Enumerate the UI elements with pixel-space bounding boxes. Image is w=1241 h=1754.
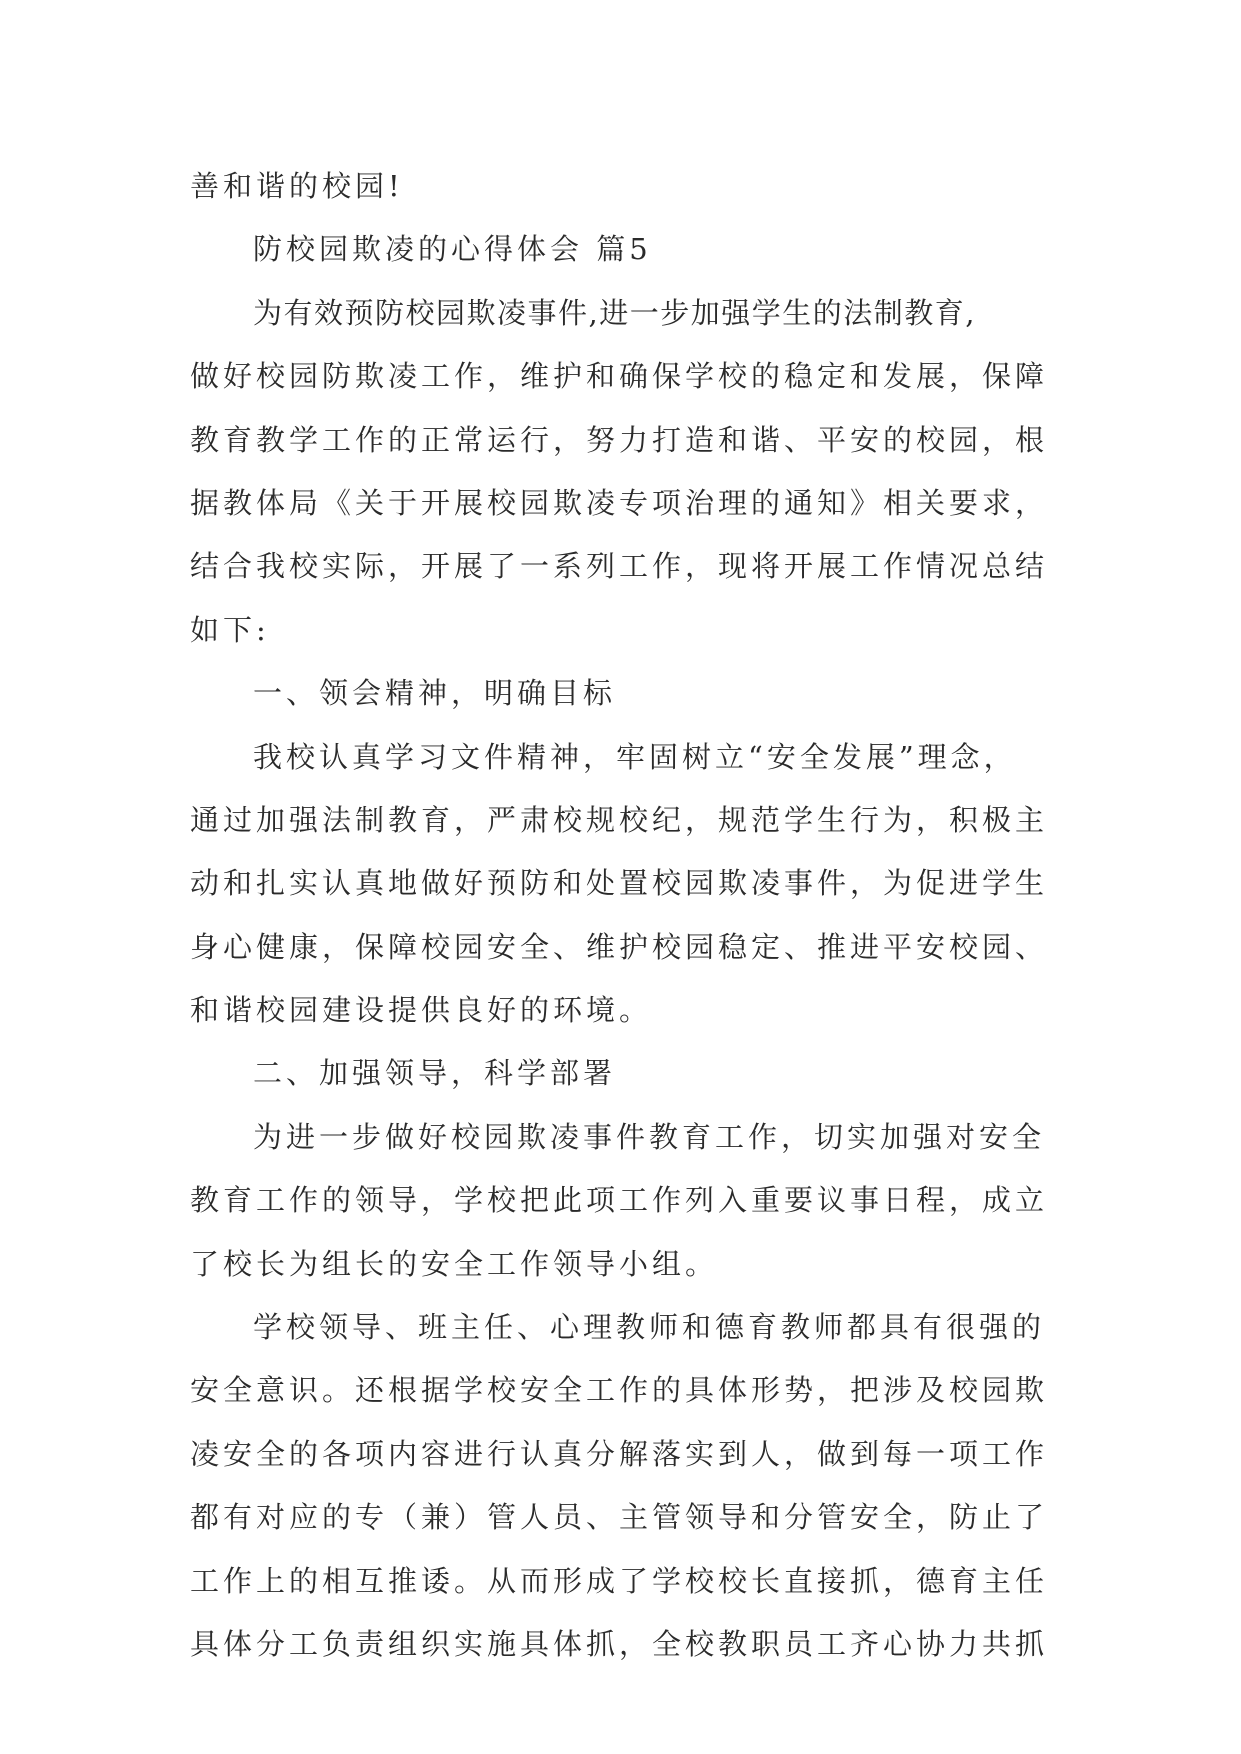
text-line: 教育教学工作的正常运行，努力打造和谐、平安的校园，根 — [190, 422, 1049, 457]
section-heading: 防校园欺凌的心得体会 篇5 — [253, 232, 652, 267]
text-line: 结合我校实际，开展了一系列工作，现将开展工作情况总结 — [190, 549, 1049, 584]
text-line: 凌安全的各项内容进行认真分解落实到人，做到每一项工作 — [190, 1436, 1049, 1471]
text-line: 如下: — [190, 612, 270, 647]
text-line: 安全意识。还根据学校安全工作的具体形势，把涉及校园欺 — [190, 1373, 1049, 1408]
text-line: 了校长为组长的安全工作领导小组。 — [190, 1246, 719, 1281]
text-line: 做好校园防欺凌工作，维护和确保学校的稳定和发展，保障 — [190, 359, 1049, 394]
text-line: 动和扎实认真地做好预防和处置校园欺凌事件，为促进学生 — [190, 866, 1049, 901]
document-body — [190, 155, 1070, 1676]
text-line: 我校认真学习文件精神，牢固树立“安全发展”理念， — [253, 739, 1017, 774]
text-line: 通过加强法制教育，严肃校规校纪，规范学生行为，积极主 — [190, 802, 1049, 837]
text-line: 都有对应的专（兼）管人员、主管领导和分管安全，防止了 — [190, 1500, 1049, 1535]
subheading: 二、加强领导，科学部署 — [253, 1056, 617, 1091]
text-line: 据教体局《关于开展校园欺凌专项治理的通知》相关要求， — [190, 485, 1049, 520]
text-line: 工作上的相互推诿。从而形成了学校校长直接抓，德育主任 — [190, 1563, 1049, 1598]
text-line: 学校领导、班主任、心理教师和德育教师都具有很强的 — [253, 1310, 1046, 1345]
text-line: 善和谐的校园! — [190, 169, 404, 203]
text-line: 为有效预防校园欺凌事件,进一步加强学生的法制教育, — [253, 295, 976, 330]
text-line: 身心健康，保障校园安全、维护校园稳定、推进平安校园、 — [190, 929, 1049, 964]
text-line: 教育工作的领导，学校把此项工作列入重要议事日程，成立 — [190, 1183, 1049, 1218]
subheading: 一、领会精神，明确目标 — [253, 676, 617, 711]
text-line: 为进一步做好校园欺凌事件教育工作，切实加强对安全 — [253, 1119, 1046, 1154]
text-line: 具体分工负责组织实施具体抓，全校教职员工齐心协力共抓 — [190, 1626, 1049, 1661]
text-line: 和谐校园建设提供良好的环境。 — [190, 993, 653, 1028]
